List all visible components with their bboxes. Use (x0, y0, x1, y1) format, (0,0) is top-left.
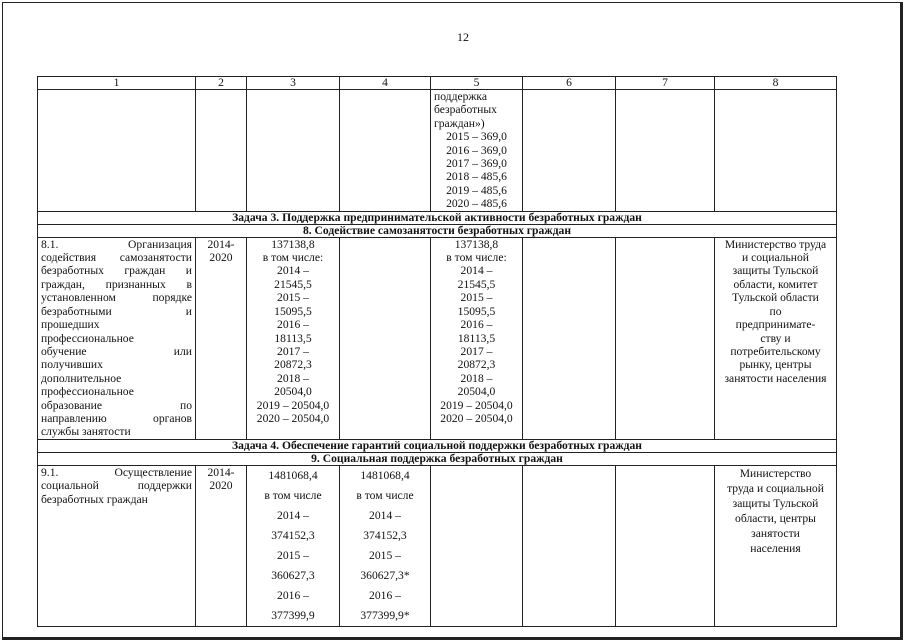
cell-line: 2014- (207, 465, 235, 479)
cell-line: 2014 – (277, 264, 309, 278)
cell-line: 2018 – (277, 371, 309, 385)
header-cell: 7 (616, 77, 715, 90)
cell-line: получивших (41, 358, 103, 372)
cell-line: 2015 – (460, 291, 493, 305)
cell-line: труда и социальной (727, 481, 824, 495)
cell-line: поддержка (434, 90, 488, 103)
cell-line: Министерство труда (724, 237, 827, 251)
cell-line: безработных граждан (41, 492, 148, 506)
cell-line: предпринимате- (735, 318, 816, 332)
table-row-continuation (38, 90, 837, 212)
section-8-heading: 8. Содействие самозанятости безработных граждан (38, 224, 837, 237)
cell-line: направлению органов (41, 411, 192, 425)
cell-line: 2020 (209, 251, 233, 265)
cell-funding (431, 90, 523, 212)
cell-line: граждан, признанных в (41, 277, 192, 291)
cell-period (196, 465, 247, 626)
cell-line: службы занятости (41, 425, 131, 439)
cell-line: 2014 – (460, 264, 493, 278)
header-cell: 4 (340, 77, 431, 90)
cell-line: дополнительное (41, 371, 122, 385)
cell-line: 2016 – (460, 318, 493, 332)
cell-line: 2019 – 20504,0 (256, 398, 330, 412)
cell-line: занятости (751, 526, 800, 540)
cell-line: 2017 – (277, 344, 309, 358)
task-4-heading: Задача 4. Обеспечение гарантий социальной поддержки безработных граждан (38, 439, 837, 452)
cell-line: Тульской области (732, 291, 819, 305)
cell-line: 2015 – (369, 548, 401, 562)
header-cell: 3 (247, 77, 340, 90)
cell-line: 2018 – (460, 371, 493, 385)
cell-line: и социальной (742, 251, 809, 265)
cell-line: 2020 – 485,6 (446, 197, 507, 211)
section-9-heading: 9. Социальная поддержка безработных граждан (38, 452, 837, 465)
cell-line: 2016 – (277, 318, 309, 332)
cell-line: 360627,3* (360, 568, 410, 582)
cell-line: в том числе (356, 488, 414, 502)
cell-line: 15095,5 (457, 304, 496, 318)
cell-line: 15095,5 (274, 304, 312, 318)
cell-line: 2014 – (277, 508, 309, 522)
table-row-9-1 (38, 465, 837, 626)
cell-line: в том числе: (262, 251, 324, 265)
cell-line: по (769, 304, 782, 318)
cell-line: 21545,5 (274, 277, 312, 291)
cell-measure (38, 237, 196, 439)
cell-line: образование по (41, 398, 192, 412)
cell-line: 2018 – 485,6 (446, 170, 507, 184)
cell-line: содействия самозанятости (41, 251, 192, 265)
cell-executor (715, 237, 837, 439)
cell-line: населения (750, 541, 801, 555)
cell-line: 374152,3 (363, 528, 407, 542)
cell-line: безработных (434, 103, 497, 117)
cell-line: 2016 – (369, 588, 401, 602)
cell-line: безработными и (41, 304, 192, 318)
cell-line: рынку, центры (739, 358, 812, 372)
cell-line: в том числе (264, 488, 322, 502)
cell-line: в том числе: (446, 251, 507, 265)
cell-line: установленном порядке (41, 291, 192, 305)
cell-line: 2015 – 369,0 (446, 130, 507, 144)
cell-line: 137138,8 (271, 237, 315, 251)
cell-line: 2016 – (277, 588, 309, 602)
cell-line: 1481068,4 (268, 468, 318, 482)
cell-line: 20504,0 (274, 385, 312, 399)
page-number: 12 (457, 30, 469, 44)
cell-line: занятости населения (724, 371, 827, 385)
header-cell: 1 (38, 77, 196, 90)
cell-funding-federal (340, 465, 431, 626)
task-3-heading: Задача 3. Поддержка предпринимательской активности безработных граждан (38, 211, 837, 224)
cell-executor (715, 465, 837, 626)
cell-funding-regional (431, 237, 523, 439)
cell-line: 18113,5 (274, 331, 312, 345)
cell-line: 137138,8 (454, 237, 499, 251)
cell-line: социальной поддержки (41, 479, 192, 493)
cell-line: ству и (760, 331, 791, 345)
cell-line: 2020 (209, 479, 233, 493)
cell-line: 20504,0 (457, 385, 496, 399)
cell-line: 360627,3 (271, 568, 315, 582)
cell-line: 377399,9 (271, 608, 315, 622)
cell-line: профессиональное (41, 385, 134, 399)
cell-line: граждан») (434, 116, 485, 130)
cell-line: безработных граждан и (41, 264, 192, 278)
cell-line: 9.1. Осуществление (41, 465, 192, 479)
cell-line: прошедших (41, 318, 100, 332)
cell-line: 2015 – (277, 548, 309, 562)
cell-line: 2020 – 20504,0 (440, 411, 513, 425)
cell-measure (38, 465, 196, 626)
cell-line: 377399,9* (360, 608, 410, 622)
cell-line: 1481068,4 (360, 468, 410, 482)
cell-funding-total (247, 237, 340, 439)
header-row (38, 77, 837, 90)
cell-line: 2017 – (460, 344, 493, 358)
cell-line: 8.1. Организация (41, 237, 192, 251)
cell-line: 2015 – (277, 291, 309, 305)
cell-line: потребительскому (730, 344, 821, 358)
cell-line: 2019 – 20504,0 (440, 398, 513, 412)
cell-funding-total (247, 465, 340, 626)
header-cell: 6 (523, 77, 616, 90)
cell-period (196, 237, 247, 439)
cell-line: 2017 – 369,0 (446, 157, 507, 171)
cell-line: защиты Тульской (732, 496, 819, 510)
cell-line: 21545,5 (457, 277, 496, 291)
cell-line: области, комитет (733, 277, 818, 291)
cell-line: 374152,3 (271, 528, 315, 542)
cell-line: 2016 – 369,0 (446, 143, 507, 157)
program-table (37, 76, 837, 627)
header-cell: 8 (715, 77, 837, 90)
cell-line: 2020 – 20504,0 (256, 411, 330, 425)
header-cell: 5 (431, 77, 523, 90)
cell-line: 2019 – 485,6 (446, 183, 507, 197)
header-cell: 2 (196, 77, 247, 90)
cell-line: 18113,5 (457, 331, 496, 345)
cell-line: Министерство (739, 466, 812, 480)
cell-line: 20872,3 (457, 358, 496, 372)
table-row-8-1 (38, 237, 837, 439)
cell-line: области, центры (735, 511, 816, 525)
cell-line: профессиональное (41, 331, 134, 345)
cell-line: 2014 – (369, 508, 401, 522)
cell-line: 2014- (207, 237, 235, 251)
cell-line: защиты Тульской (732, 264, 819, 278)
cell-line: обучение или (41, 344, 192, 358)
cell-line: 20872,3 (274, 358, 312, 372)
